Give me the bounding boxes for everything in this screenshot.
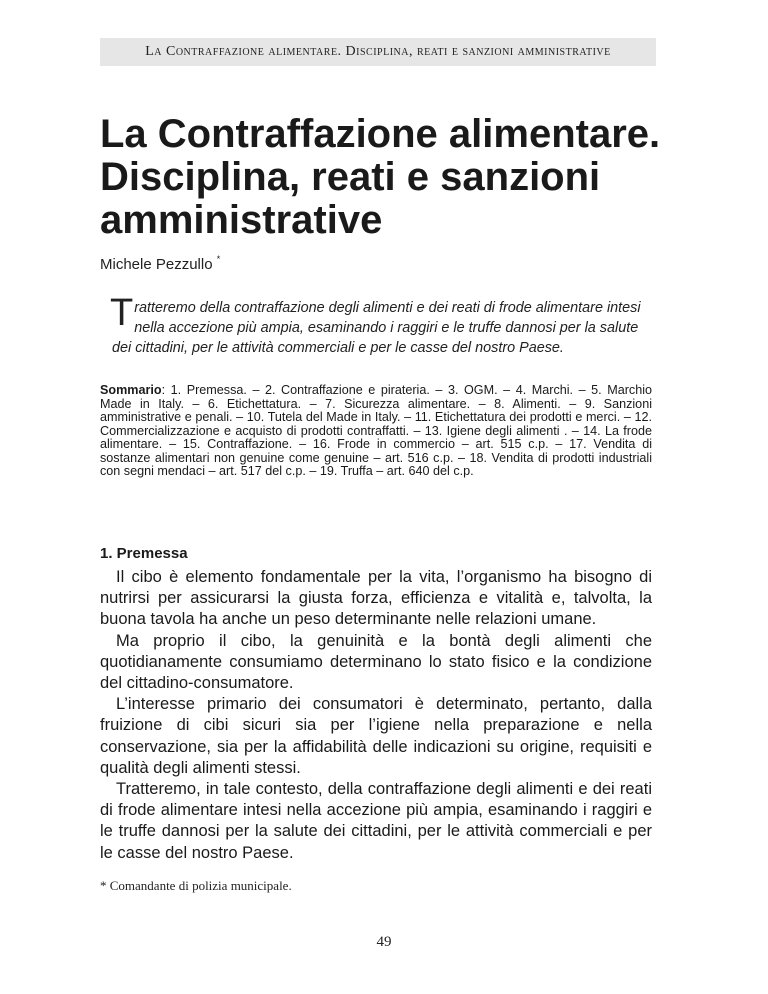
title-line-1: La Contraffazione alimentare. bbox=[100, 112, 661, 156]
paragraph: L’interesse primario dei consumatori è determinato, pertanto, dalla fruizione di cibi sicuri sia per l’igiene nella preparazione e nella conservazione, sia per la affidabilità delle indicazioni su origine, requisiti e qualità degli alimenti stessi. bbox=[100, 695, 652, 777]
author-name: Michele Pezzullo bbox=[100, 256, 213, 273]
footnote-marker: * bbox=[216, 254, 221, 264]
abstract bbox=[110, 292, 652, 358]
title-line-3: amministrative bbox=[100, 198, 383, 242]
summary-label: Sommario bbox=[100, 383, 162, 397]
running-header bbox=[100, 38, 656, 66]
abstract-text: ratteremo della contraffazione degli alimenti e dei reati di frode alimentare intesi nella accezione più ampia, esaminando i raggiri e le truffe dannosi per la salute dei cittadini, per le attività commerciali e per le casse del nostro Paese. bbox=[112, 300, 641, 356]
title-line-2: Disciplina, reati e sanzioni bbox=[100, 155, 601, 199]
paragraph: Il cibo è elemento fondamentale per la vita, l’organismo ha bisogno di nutrirsi per assicurarsi la giusta forza, efficienza e vitalità e, talvolta, la buona tavola ha anche un peso determinante nelle relazioni umane. bbox=[100, 568, 652, 629]
body-text bbox=[100, 567, 652, 864]
author-line bbox=[100, 256, 220, 273]
page-number: 49 bbox=[376, 934, 392, 950]
paragraph: Ma proprio il cibo, la genuinità e la bontà degli alimenti che quotidianamente consumiamo determinano lo stato fisico e la condizione del cittadino-consumatore. bbox=[100, 631, 652, 693]
summary-text: : 1. Premessa. – 2. Contraffazione e pirateria. – 3. OGM. – 4. Marchi. – 5. Marchio Made in Italy. – 6. Etichettatura. – 7. Sicurezza alimentare. – 8. Alimenti. – 9. Sanzioni amministrative e penali. – 10. Tutela del Made in Italy. – 11. Etichettatura dei prodotti e merci. – 12. Commercializzazione e acquisto di prodotti contraffatti. – 13. Igiene degli alimenti . – 14. La frode alimentare. – 15. Contraffazione. – 16. Frode in commercio – art. 515 c.p. – 17. Vendita di sostanze alimentari non genuine come genuine – art. 516 c.p. – 18. Vendita di prodotti industriali con segni mendaci – art. 517 del c.p. – 19. Truffa – art. 640 del c.p. bbox=[100, 383, 652, 478]
drop-cap: T bbox=[110, 292, 134, 334]
paragraph: Tratteremo, in tale contesto, della contraffazione degli alimenti e dei reati di frode alimentare intesi nella accezione più ampia, esaminando i raggiri e le truffe dannosi per la salute dei cittadini, per le attività commerciali e per le casse del nostro Paese. bbox=[100, 780, 652, 862]
article-title bbox=[100, 113, 680, 242]
running-title: La Contraffazione alimentare. Disciplina, reati e sanzioni amministrative bbox=[145, 44, 611, 59]
footnote: * Comandante di polizia municipale. bbox=[100, 878, 292, 893]
section-heading: 1. Premessa bbox=[100, 545, 188, 562]
summary bbox=[100, 384, 652, 479]
